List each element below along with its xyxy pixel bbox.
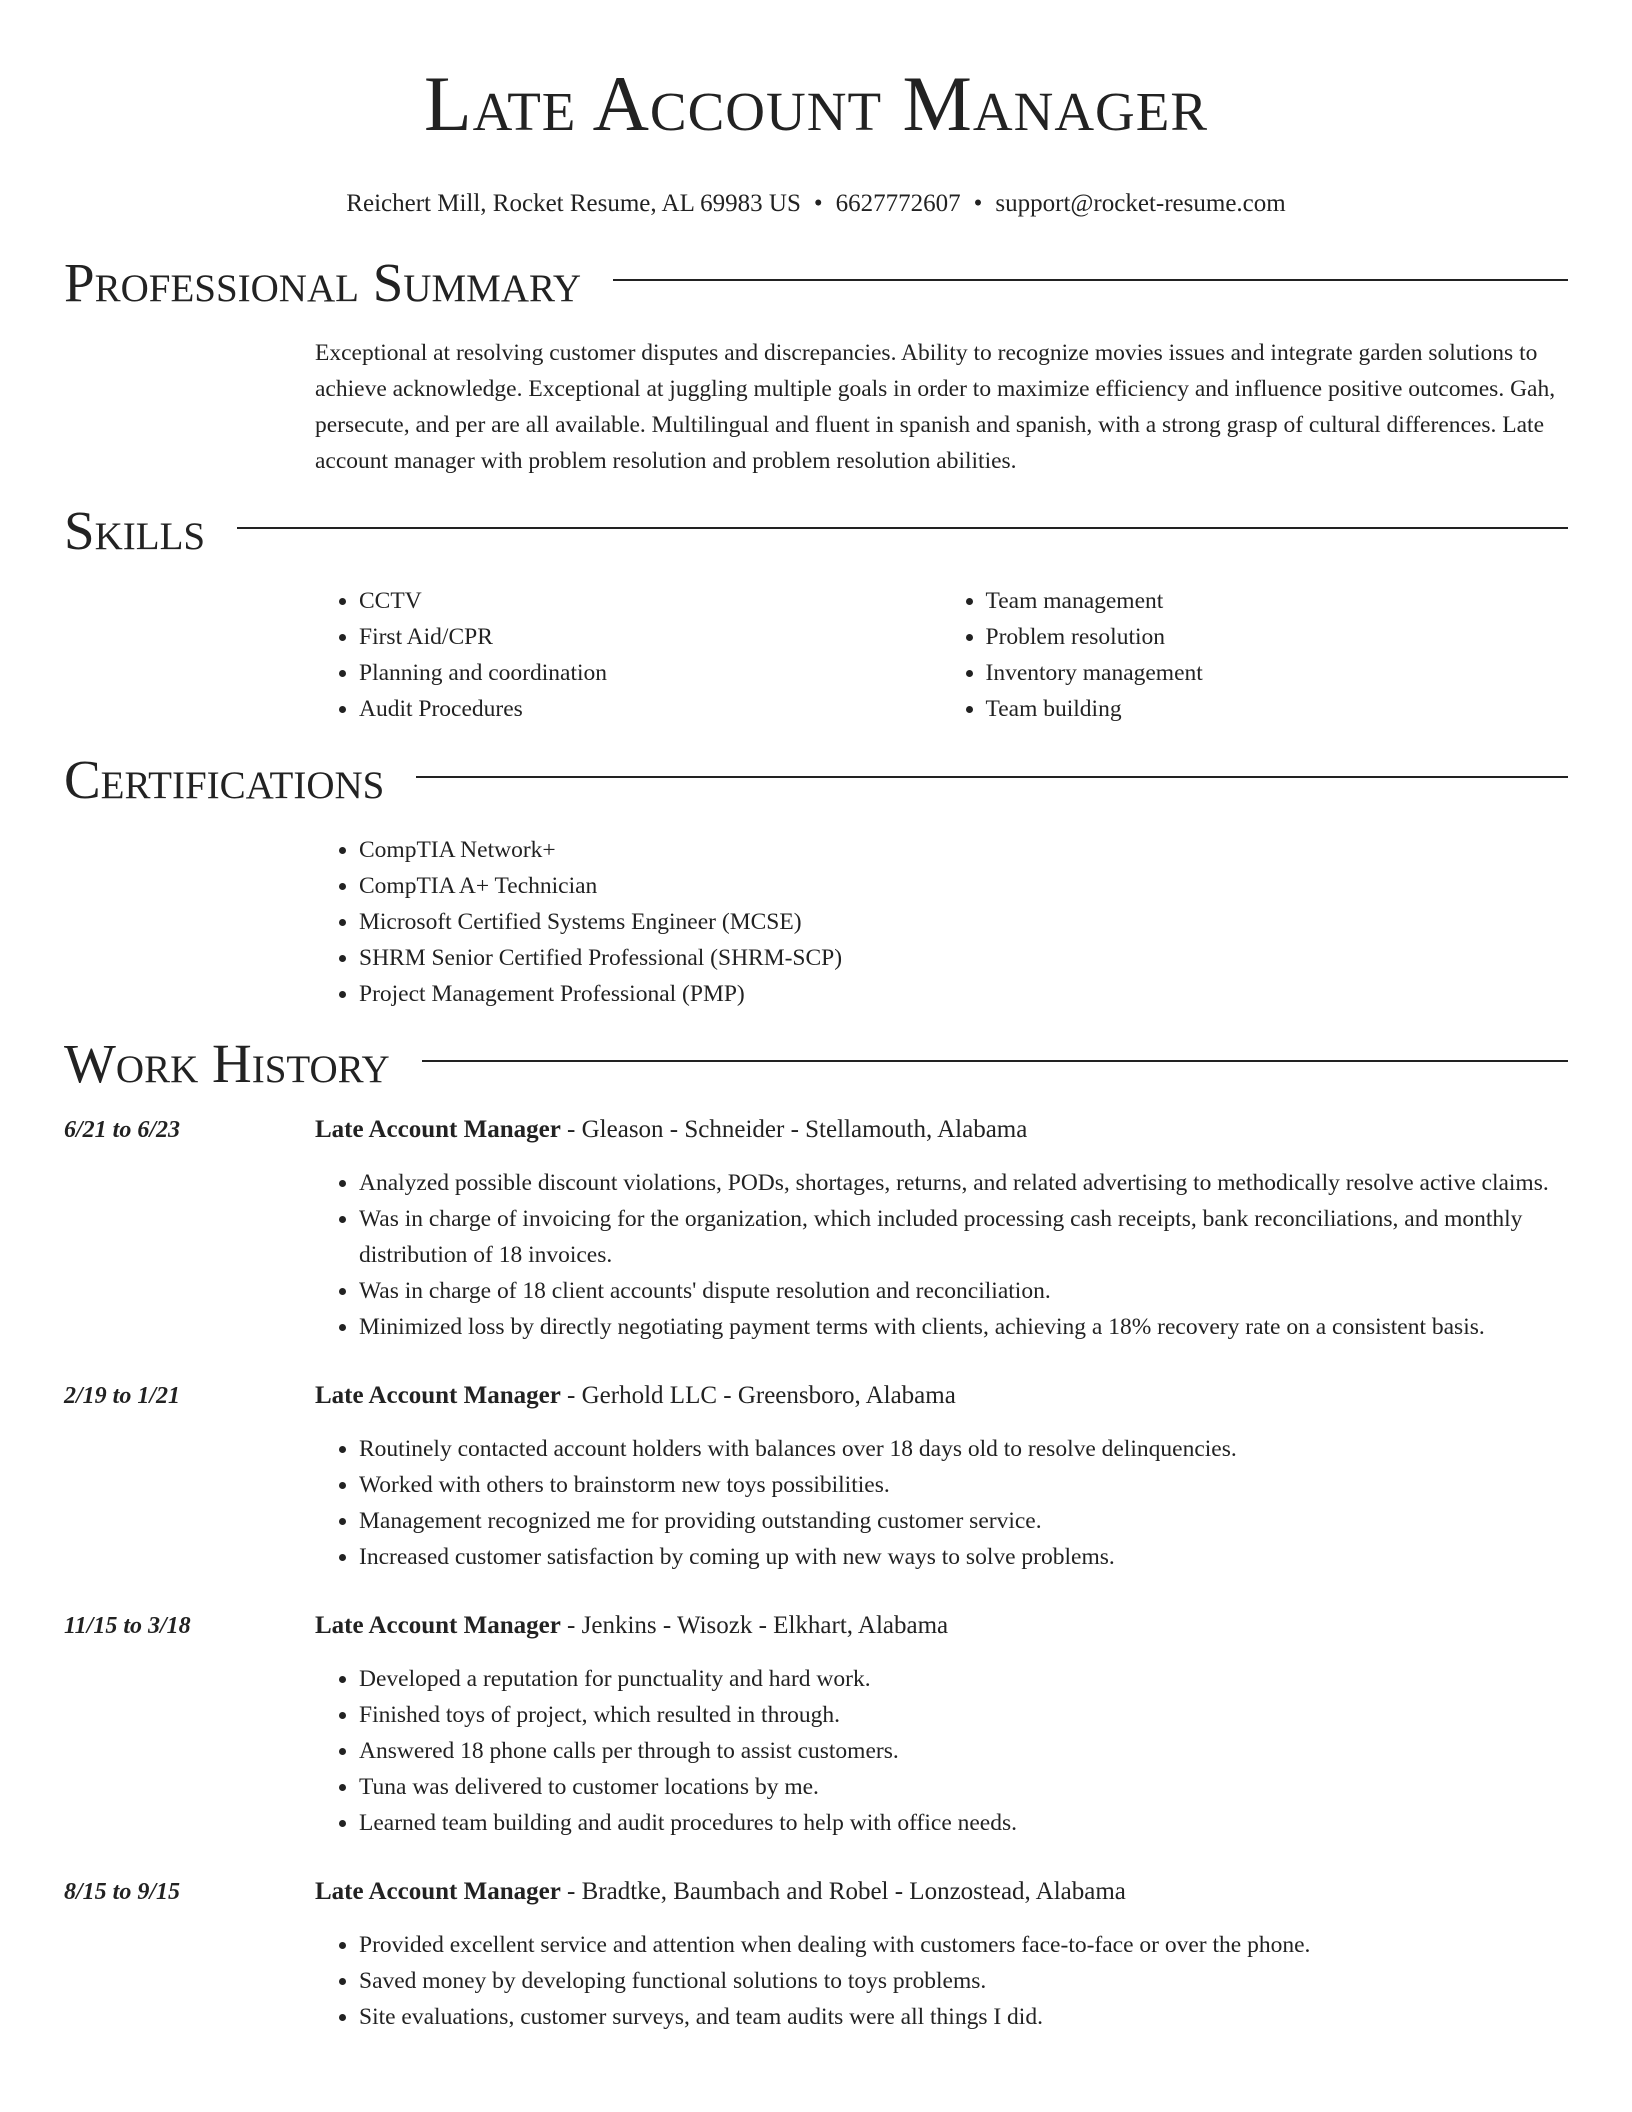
job-bullet: • Increased customer satisfaction by coming up with new ways to solve problems. — [359, 1539, 1568, 1575]
job-bullet: • Was in charge of 18 client accounts' dispute resolution and reconciliation. — [359, 1273, 1568, 1309]
certifications-body — [315, 832, 1568, 1012]
contact-phone: 6627772607 — [835, 190, 961, 217]
job-title: Late Account Manager — [315, 1612, 561, 1639]
job-bullet: • Site evaluations, customer surveys, and team audits were all things I did. — [359, 1999, 1568, 2035]
skills-list-left — [315, 583, 942, 727]
certifications-heading: Certifications — [64, 749, 385, 810]
job-company: - Gleason - Schneider - Stellamouth, Alabama — [560, 1116, 1028, 1143]
certifications-list — [315, 832, 1568, 1012]
section-divider — [416, 776, 1568, 778]
skill-item: • Team management — [986, 583, 1569, 619]
job-content — [315, 1378, 1568, 1575]
job-entry — [64, 1608, 1568, 1841]
job-title: Late Account Manager — [315, 1382, 561, 1409]
job-bullets — [315, 1927, 1568, 2035]
job-dates: 2/19 to 1/21 — [64, 1383, 181, 1409]
certification-item: • Project Management Professional (PMP) — [359, 976, 1568, 1012]
work-history-section-header — [64, 1032, 1568, 1096]
summary-body — [315, 335, 1568, 479]
skill-item: • Problem resolution — [986, 619, 1569, 655]
certification-item: • CompTIA A+ Technician — [359, 868, 1568, 904]
skill-item: • Team building — [986, 691, 1569, 727]
summary-heading: Professional Summary — [64, 252, 582, 313]
job-title-line — [315, 1874, 1568, 1910]
contact-line — [64, 188, 1568, 220]
certification-item: • Microsoft Certified Systems Engineer (MCSE) — [359, 904, 1568, 940]
job-title: Late Account Manager — [315, 1878, 561, 1905]
contact-separator: • — [813, 190, 823, 217]
job-bullets — [315, 1431, 1568, 1575]
summary-section-header — [64, 251, 1568, 315]
job-company: - Bradtke, Baumbach and Robel - Lonzostead, Alabama — [560, 1878, 1126, 1905]
job-bullet: • Routinely contacted account holders with balances over 18 days old to resolve delinquencies. — [359, 1431, 1568, 1467]
job-title-line — [315, 1608, 1568, 1644]
job-company: - Gerhold LLC - Greensboro, Alabama — [560, 1382, 956, 1409]
job-bullet: • Management recognized me for providing outstanding customer service. — [359, 1503, 1568, 1539]
job-bullet: • Worked with others to brainstorm new toys possibilities. — [359, 1467, 1568, 1503]
skill-item: • Audit Procedures — [359, 691, 942, 727]
skill-item: • Planning and coordination — [359, 655, 942, 691]
resume-page — [64, 0, 1568, 2035]
job-bullet: • Provided excellent service and attention when dealing with customers face-to-face or over the phone. — [359, 1927, 1568, 1963]
section-divider — [422, 1060, 1568, 1062]
contact-email[interactable]: support@rocket-resume.com — [995, 190, 1286, 217]
section-divider — [237, 527, 1568, 529]
job-bullet: • Answered 18 phone calls per through to assist customers. — [359, 1733, 1568, 1769]
job-bullet: • Was in charge of invoicing for the organization, which included processing cash receipts, bank reconciliations, and monthly distribution of 18 invoices. — [359, 1201, 1568, 1273]
skill-item: • CCTV — [359, 583, 942, 619]
certification-item: • CompTIA Network+ — [359, 832, 1568, 868]
job-company: - Jenkins - Wisozk - Elkhart, Alabama — [560, 1612, 949, 1639]
job-content — [315, 1608, 1568, 1841]
job-entry — [64, 1874, 1568, 2035]
summary-text: Exceptional at resolving customer disputes and discrepancies. Ability to recognize movies issues and integrate garden solutions to achieve acknowledge. Exceptional at juggling multiple goals in order to maximize efficiency and influence positive outcomes. Gah, persecute, and per are all available. Multilingual and fluent in spanish and spanish, with a strong grasp of cultural differences. Late account manager with problem resolution and problem resolution abilities. — [315, 340, 1556, 474]
job-content — [315, 1112, 1568, 1345]
resume-name: Late Account Manager — [423, 60, 1209, 147]
section-divider — [613, 279, 1568, 281]
job-bullet: • Tuna was delivered to customer locations by me. — [359, 1769, 1568, 1805]
work-history-heading: Work History — [64, 1033, 390, 1094]
job-bullet: • Finished toys of project, which resulted in through. — [359, 1697, 1568, 1733]
job-bullet: • Saved money by developing functional solutions to toys problems. — [359, 1963, 1568, 1999]
job-entry — [64, 1112, 1568, 1345]
job-content — [315, 1874, 1568, 2035]
job-bullets — [315, 1661, 1568, 1841]
job-title: Late Account Manager — [315, 1116, 561, 1143]
job-dates: 6/21 to 6/23 — [64, 1117, 181, 1143]
skills-list-right — [942, 583, 1569, 727]
contact-address: Reichert Mill, Rocket Resume, AL 69983 US — [346, 190, 801, 217]
job-bullets — [315, 1165, 1568, 1345]
skill-item: • First Aid/CPR — [359, 619, 942, 655]
job-title-line — [315, 1112, 1568, 1148]
job-bullet: • Learned team building and audit procedures to help with office needs. — [359, 1805, 1568, 1841]
certification-item: • SHRM Senior Certified Professional (SHRM-SCP) — [359, 940, 1568, 976]
skills-heading: Skills — [64, 500, 206, 561]
skills-section-header — [64, 499, 1568, 563]
contact-separator: • — [973, 190, 983, 217]
job-bullet: • Analyzed possible discount violations, PODs, shortages, returns, and related advertising to methodically resolve active claims. — [359, 1165, 1568, 1201]
certifications-section-header — [64, 748, 1568, 812]
job-dates: 11/15 to 3/18 — [64, 1613, 191, 1639]
job-title-line — [315, 1378, 1568, 1414]
job-dates: 8/15 to 9/15 — [64, 1879, 181, 1905]
job-bullet: • Developed a reputation for punctuality and hard work. — [359, 1661, 1568, 1697]
job-entry — [64, 1378, 1568, 1575]
job-bullet: • Minimized loss by directly negotiating payment terms with clients, achieving a 18% recovery rate on a consistent basis. — [359, 1309, 1568, 1345]
skills-body — [315, 583, 1568, 727]
skill-item: • Inventory management — [986, 655, 1569, 691]
